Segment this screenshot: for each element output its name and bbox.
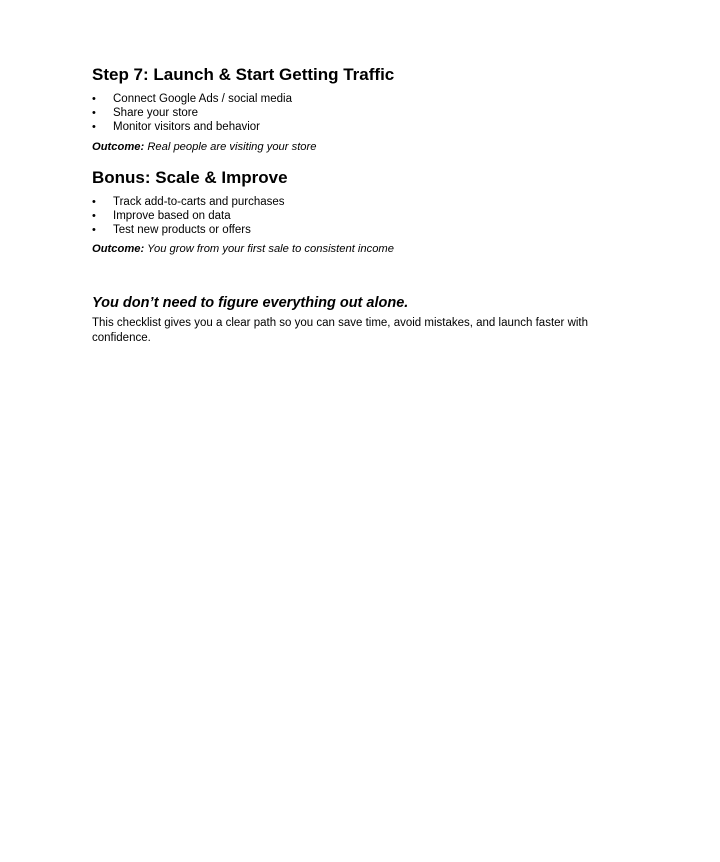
bonus-section xyxy=(92,167,628,257)
bullet-icon: • xyxy=(92,224,96,237)
list-item xyxy=(92,195,628,209)
outcome-text: You grow from your first sale to consistent income xyxy=(147,243,394,256)
step-7-outcome xyxy=(92,140,628,154)
outcome-label: Outcome: xyxy=(92,140,145,153)
step-7-section xyxy=(92,64,628,154)
step-7-heading: Step 7: Launch & Start Getting Traffic xyxy=(92,65,395,84)
step-7-bullet-list xyxy=(92,92,628,135)
bullet-text: Share your store xyxy=(113,107,199,120)
bullet-text: Connect Google Ads / social media xyxy=(113,93,292,105)
bullet-icon: • xyxy=(92,107,96,120)
list-item xyxy=(92,223,628,237)
bullet-text: Track add-to-carts and purchases xyxy=(113,195,285,208)
bullet-icon: • xyxy=(92,93,96,105)
bullet-icon: • xyxy=(92,121,96,134)
bullet-text: Test new products or offers xyxy=(113,224,251,237)
closing-heading: You don’t need to figure everything out alone. xyxy=(92,295,409,312)
bonus-heading: Bonus: Scale & Improve xyxy=(92,167,288,187)
closing-body: This checklist gives you a clear path so you can save time, avoid mistakes, and launch faster with confidence. xyxy=(92,317,589,344)
bullet-text: Monitor visitors and behavior xyxy=(113,121,261,134)
bonus-outcome xyxy=(92,242,628,256)
closing-section xyxy=(92,293,628,345)
bullet-icon: • xyxy=(92,209,96,222)
bullet-icon: • xyxy=(92,195,96,208)
outcome-label: Outcome: xyxy=(92,243,145,256)
bonus-bullet-list xyxy=(92,195,628,238)
bullet-text: Improve based on data xyxy=(113,209,231,222)
list-item xyxy=(92,92,628,106)
list-item xyxy=(92,120,628,134)
outcome-text: Real people are visiting your store xyxy=(147,140,317,153)
list-item xyxy=(92,106,628,120)
list-item xyxy=(92,209,628,223)
